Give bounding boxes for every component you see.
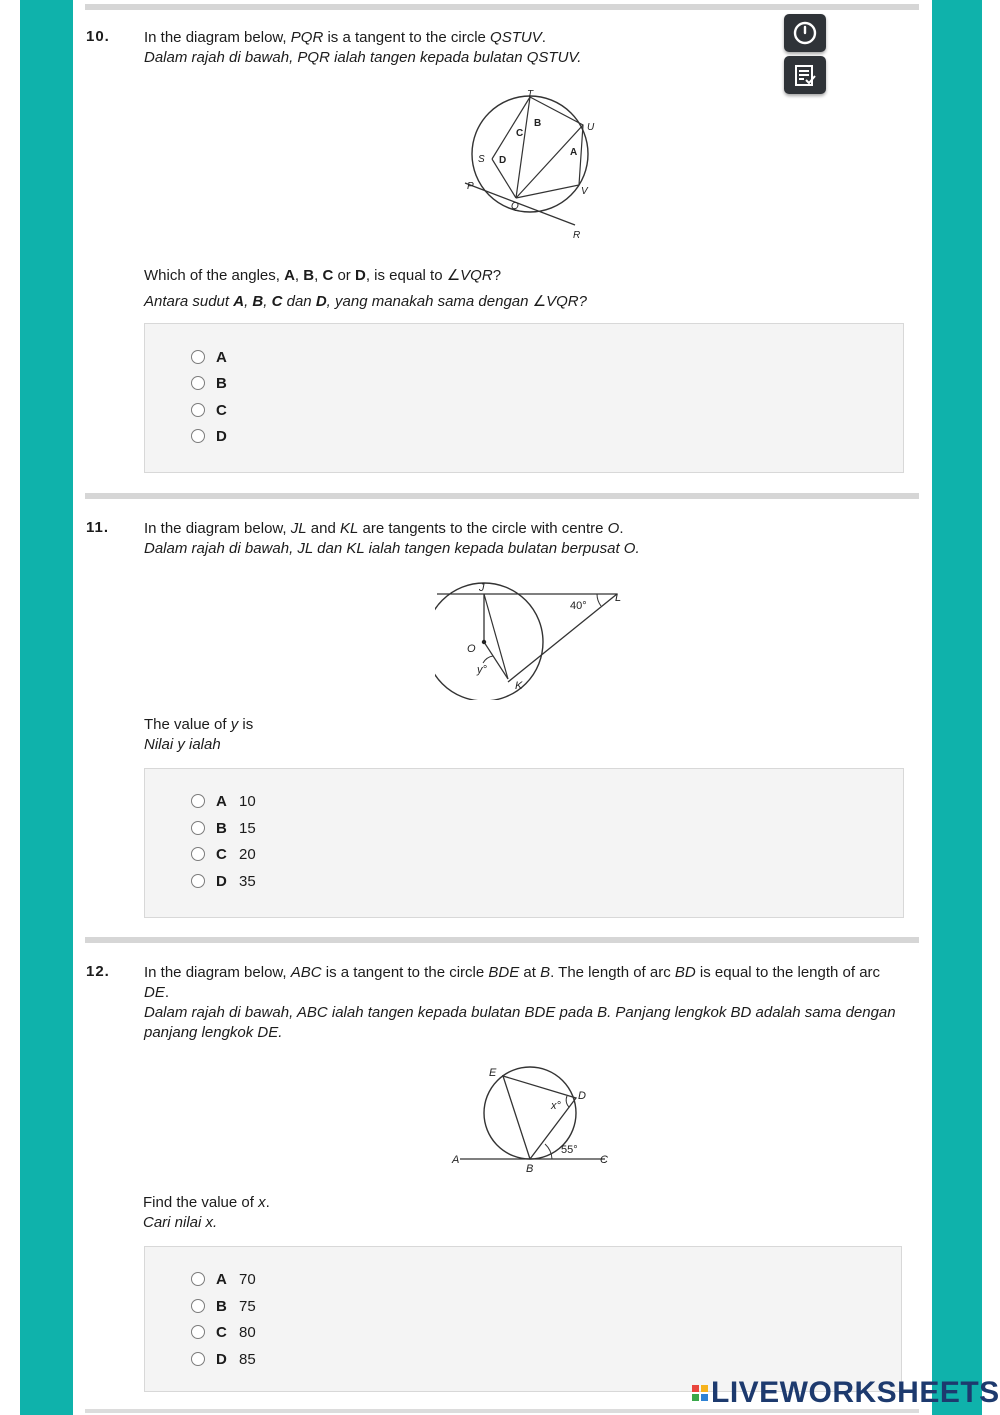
svg-text:55°: 55°	[561, 1144, 578, 1156]
question-12-option-b[interactable]: B 75	[191, 1296, 256, 1316]
svg-text:R: R	[573, 230, 581, 241]
radio-button[interactable]	[191, 376, 205, 390]
radio-button[interactable]	[191, 429, 205, 443]
question-10-options	[144, 323, 904, 473]
question-12-text-ms: Dalam rajah di bawah, ABC ialah tangen kepada bulatan BDE pada B. Panjang lengkok BD adalah sama dengan panjang lengkok DE.	[144, 1004, 896, 1041]
question-10-number: 10.	[86, 28, 110, 45]
question-11-option-a[interactable]: A 10	[191, 791, 256, 811]
svg-text:D: D	[578, 1090, 586, 1102]
timer-button[interactable]	[784, 14, 826, 52]
question-12-option-c[interactable]: C 80	[191, 1322, 256, 1342]
checklist-icon	[792, 62, 818, 88]
question-10-text-en: In the diagram below, PQR is a tangent to the circle QSTUV.	[144, 29, 546, 46]
question-10-option-c[interactable]: C	[191, 400, 239, 420]
radio-button[interactable]	[191, 1352, 205, 1366]
svg-text:Q: Q	[511, 201, 519, 212]
question-11-text-en: In the diagram below, JL and KL are tangents to the circle with centre O.	[144, 520, 624, 537]
svg-text:E: E	[489, 1067, 497, 1079]
question-10-text-ms: Dalam rajah di bawah, PQR ialah tangen kepada bulatan QSTUV.	[144, 49, 582, 66]
radio-button[interactable]	[191, 350, 205, 364]
question-11-text	[144, 519, 844, 559]
logo-text: LIVEWORKSHEETS	[711, 1376, 1000, 1409]
svg-text:S: S	[478, 154, 485, 165]
question-11-diagram	[435, 575, 635, 700]
svg-text:K: K	[515, 680, 523, 692]
svg-text:A: A	[570, 147, 578, 158]
liveworksheets-logo	[692, 1376, 1000, 1410]
question-12-text-en: In the diagram below, ABC is a tangent to the circle BDE at B. The length of arc BD is equal to the length of arc DE.	[144, 964, 881, 1001]
question-separator	[85, 937, 919, 943]
tool-panel	[784, 14, 826, 98]
svg-text:P: P	[467, 181, 474, 192]
stopwatch-icon	[792, 20, 818, 46]
question-11-option-b[interactable]: B 15	[191, 818, 256, 838]
question-10-text	[144, 28, 764, 68]
question-11-option-d[interactable]: D 35	[191, 871, 256, 891]
svg-text:y°: y°	[477, 664, 487, 676]
radio-button[interactable]	[191, 1299, 205, 1313]
radio-button[interactable]	[191, 1272, 205, 1286]
question-12-text	[144, 963, 909, 1043]
top-separator	[85, 4, 919, 10]
svg-text:O: O	[467, 643, 476, 655]
question-10-option-b[interactable]: B	[191, 373, 239, 393]
question-12-option-a[interactable]: A 70	[191, 1269, 256, 1289]
svg-text:B: B	[534, 118, 542, 129]
question-separator	[85, 493, 919, 499]
question-12-number: 12.	[86, 963, 110, 980]
question-11-prompt-ms: Nilai y ialah	[144, 736, 221, 753]
question-10-diagram	[455, 85, 605, 245]
checklist-button[interactable]	[784, 56, 826, 94]
svg-text:40°: 40°	[570, 600, 587, 612]
left-accent-stripe	[20, 0, 73, 1415]
svg-text:T: T	[527, 89, 534, 100]
question-12-diagram	[445, 1062, 625, 1180]
logo-icon	[692, 1385, 708, 1401]
question-12-prompt	[143, 1193, 543, 1233]
svg-text:J: J	[479, 582, 485, 594]
question-11-text-ms: Dalam rajah di bawah, JL dan KL ialah tangen kepada bulatan berpusat O.	[144, 540, 640, 557]
question-12-prompt-ms: Cari nilai x.	[143, 1214, 218, 1231]
question-11-option-c[interactable]: C 20	[191, 844, 256, 864]
radio-button[interactable]	[191, 794, 205, 808]
svg-text:C: C	[600, 1154, 608, 1166]
svg-text:C: C	[516, 128, 524, 139]
radio-button[interactable]	[191, 874, 205, 888]
radio-button[interactable]	[191, 821, 205, 835]
svg-text:L: L	[615, 592, 622, 604]
question-10-prompt-ms: Antara sudut A, B, C dan D, yang manakah sama dengan ∠VQR?	[144, 293, 587, 310]
question-11-number: 11.	[86, 519, 110, 536]
svg-text:U: U	[587, 122, 595, 133]
question-10-prompt	[144, 265, 844, 312]
radio-button[interactable]	[191, 1325, 205, 1339]
question-10-option-d[interactable]: D	[191, 426, 239, 446]
question-12-prompt-en: Find the value of x.	[143, 1194, 270, 1211]
radio-button[interactable]	[191, 403, 205, 417]
svg-text:V: V	[581, 186, 588, 197]
svg-text:B: B	[526, 1163, 534, 1175]
right-accent-stripe	[932, 0, 982, 1415]
question-12-options	[144, 1246, 902, 1392]
question-10-prompt-en: Which of the angles, A, B, C or D, is equal to ∠VQR?	[144, 267, 502, 284]
question-11-prompt	[144, 715, 544, 755]
question-10-option-a[interactable]: A	[191, 347, 239, 367]
radio-button[interactable]	[191, 847, 205, 861]
svg-text:D: D	[499, 155, 507, 166]
question-12-option-d[interactable]: D 85	[191, 1349, 256, 1369]
question-11-prompt-en: The value of y is	[144, 716, 254, 733]
svg-text:x°: x°	[551, 1100, 561, 1112]
question-11-options	[144, 768, 904, 918]
svg-text:A: A	[452, 1154, 460, 1166]
